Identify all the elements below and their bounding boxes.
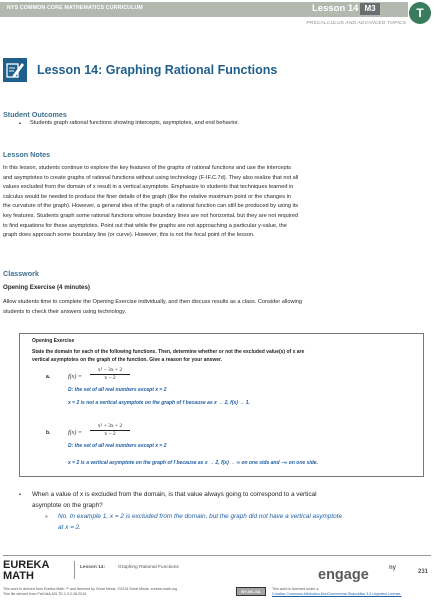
discussion-answer-line: No. In example 1, x = 2 is excluded from the domain, but the graph did not have a vertical asymptote bbox=[58, 513, 343, 520]
module-badge: M3 bbox=[360, 3, 380, 15]
logo-top: EUREKA bbox=[3, 559, 50, 571]
exercise-prompt-line: State the domain for each of the following functions. Then, determine whether or not the excluded value(s) of x are bbox=[32, 349, 305, 355]
engageny-superscript: ny bbox=[389, 565, 397, 571]
student-outcome-item: Students graph rational functions showing intercepts, asymptotes, and end behavior. bbox=[30, 120, 239, 126]
course-name: PRECALCULUS AND ADVANCED TOPICS bbox=[306, 21, 406, 26]
part-a-reason-answer: x = 2 is not a vertical asymptote on the graph of f because as x → 2, f(x) → 1. bbox=[68, 400, 250, 406]
student-outcomes-heading: Student Outcomes bbox=[3, 110, 67, 119]
lesson-notes-heading: Lesson Notes bbox=[3, 150, 51, 159]
dash-bullet-icon: » bbox=[45, 514, 48, 520]
square-bullet-icon: ▪ bbox=[19, 492, 21, 498]
classwork-intro-line: Allow students time to complete the Opening Exercise individually, and then discuss results as a class. Consider allowing bbox=[3, 299, 303, 305]
cc-license-badge[interactable]: BY-NC-SA bbox=[236, 587, 266, 596]
footer-lesson-title: Graphing Rational Functions bbox=[118, 565, 179, 570]
opening-exercise-label: Opening Exercise bbox=[32, 338, 75, 344]
part-a-denominator: x − 2 bbox=[104, 375, 116, 381]
lesson-notes-line: values excluded from the domain of x result in a vertical asymptote. Emphasize to students that techniques learned in bbox=[3, 184, 294, 191]
engageny-logo: engage bbox=[318, 567, 369, 583]
footer-copyright-line: This work is derived from Eureka Math ™ and licensed by Great Minds. ©2015 Great Minds. eureka-math.org bbox=[3, 587, 178, 591]
license-link[interactable]: Creative Commons Attribution-NonCommercial-ShareAlike 3.0 Unported License. bbox=[272, 592, 402, 596]
lesson-title: Lesson 14: Graphing Rational Functions bbox=[37, 63, 278, 77]
discussion-question-line: When a value of x is excluded from the domain, is that value always going to correspond to a vertical bbox=[32, 491, 317, 498]
footer-rule bbox=[3, 555, 431, 556]
lesson-notes-line: calculus would be needed to produce the finer details of the graph (like the relative maximum point or the changes in bbox=[3, 193, 291, 200]
part-a-function: f(x) = bbox=[68, 374, 82, 380]
lesson-notes-line: the curvature of the graph). However, a general idea of the graph of a rational function can still be produced by using its bbox=[3, 203, 299, 210]
part-a-domain-answer: D: the set of all real numbers except x = 2 bbox=[68, 387, 167, 393]
part-b-numerator: x² + 3x + 2 bbox=[90, 423, 130, 431]
square-bullet-icon: ▪ bbox=[19, 121, 21, 127]
footer-license-line: This work is licensed under a bbox=[272, 587, 319, 591]
footer-lesson-label: Lesson 14: bbox=[80, 565, 106, 570]
eureka-math-logo bbox=[3, 560, 49, 582]
part-b-denominator: x − 2 bbox=[104, 431, 116, 437]
logo-bottom: MATH bbox=[3, 570, 34, 582]
part-b-domain-answer: D: the set of all real numbers except x = 2 bbox=[68, 443, 167, 449]
exercise-prompt-line: vertical asymptotes on the graph of the function. Give a reason for your answer. bbox=[32, 356, 223, 363]
discussion-answer-line: at x = 2. bbox=[58, 524, 81, 531]
lesson-notes-line: In this lesson, students continue to explore the key features of the graphs of rational functions and use the intercepts bbox=[3, 165, 291, 171]
lesson-notes-line: graph does approach some boundary line (or curve). However, this is not the focal point of the lesson. bbox=[3, 232, 255, 239]
header-lesson-label: Lesson 14 bbox=[312, 3, 359, 14]
discussion-question-line: asymptote on the graph? bbox=[32, 502, 103, 509]
part-b-reason-answer: x = 2 is a vertical asymptote on the graph of f because as x → 2, f(x) → ∞ on one side and −∞ on one side. bbox=[68, 460, 318, 466]
lesson-notes-line: and asymptotes to create graphs of rational functions without using technology (F-IF.C.7d). They also realize that not all bbox=[3, 174, 299, 181]
teacher-badge: T bbox=[409, 2, 431, 24]
opening-exercise-box bbox=[19, 333, 424, 477]
footer-divider bbox=[74, 561, 75, 579]
part-a-numerator: x² − 3x + 2 bbox=[90, 367, 130, 375]
opening-exercise-heading: Opening Exercise (4 minutes) bbox=[3, 284, 90, 291]
part-b-function: f(x) = bbox=[68, 430, 82, 436]
curriculum-name: NYS COMMON CORE MATHEMATICS CURRICULUM bbox=[7, 5, 143, 11]
part-a-letter: a. bbox=[46, 374, 51, 380]
lesson-notes-line: key features. Students graph some rational functions whose boundary lines are not horizontal, but they are not required bbox=[3, 213, 299, 219]
lesson-notes-line: to find equations for these asymptotes. Point out that while the graphs are not approaching a particular y-value, the bbox=[3, 222, 287, 229]
page-number: 231 bbox=[418, 569, 429, 575]
classwork-intro-line: students to check their answers using technology. bbox=[3, 308, 127, 315]
classwork-heading: Classwork bbox=[3, 269, 39, 278]
part-b-letter: b. bbox=[46, 430, 51, 436]
footer-copyright-line: This file derived from PreCalA-M3-TE-1.3.0-08.2015 bbox=[3, 592, 87, 596]
pencil-paper-icon bbox=[3, 58, 27, 82]
